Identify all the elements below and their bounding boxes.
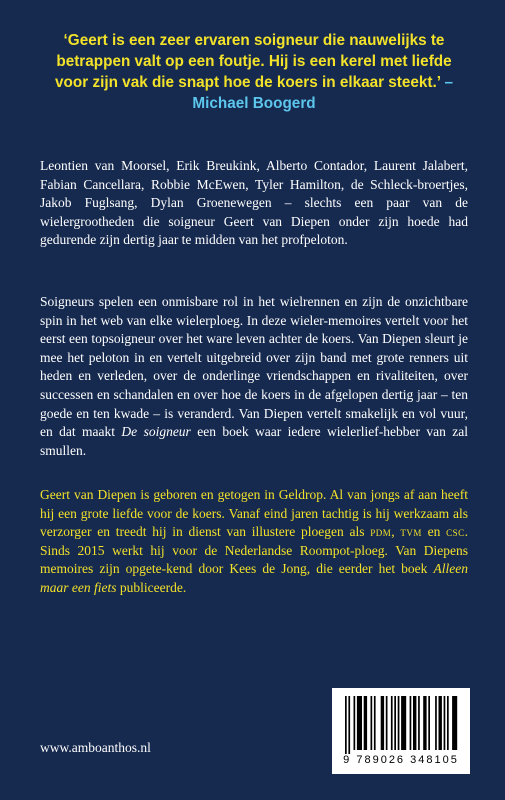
isbn-number: 9 789026 348105 [343,754,459,766]
barcode-bar [439,696,442,750]
barcode-bar [410,696,412,750]
barcode-bar [386,696,388,750]
paragraph-author-bio [40,486,468,598]
earlier-book-title: Alleen maar een fiets [40,561,468,595]
barcode-bar [452,696,457,750]
bio-part-1: Geert van Diepen is geboren en getogen in Geldrop. Al van jongs af aan heeft hij een grote liefde voor de koers. Vanaf eind jaren tachtig is hij werkzaam als verzorger en treedt hij in dienst van illustere ploegen als [40,487,468,540]
bio-sep-1: , [391,524,401,540]
paragraph-description [40,293,468,460]
barcode-bar [447,696,449,750]
barcode-bar [401,696,406,750]
publisher-website[interactable]: www.amboanthos.nl [40,740,151,755]
quote-attribution: – Michael Boogerd [192,74,453,112]
bio-part-3: publiceerde. [116,579,187,595]
barcode [332,688,470,774]
barcode-bar [413,696,416,750]
paragraph-description-end: een boek waar iedere wielerlief-hebber van zal smullen. [40,424,468,458]
barcode-bar [348,696,350,754]
barcode-bar [428,696,430,750]
barcode-bar [354,696,356,750]
paragraph-description-start: Soigneurs spelen een onmisbare rol in het wielrennen en zijn de onzichtbare spin in het web van elke wielerploeg. In deze wieler-memoires vertelt voor het eerst een topsoigneur over het ware leven achter de koers. Van Diepen sleurt je mee het peloton in en vertelt uitgebreid over zijn band met grote renners uit heden en verleden, over de onderlinge vriendschappen en rivaliteiten, over successen en schandalen en over hoe de koers in de afgelopen dertig jaar – ten goede en ten kwade – is veranderd. Van Diepen vertelt smakelijk en vol vuur, en dat maakt [40,294,468,440]
quote-text: ‘Geert is een zeer ervaren soigneur die nauwelijks te betrappen valt op een foutje. Hij is een kerel met liefde voor zijn vak die snapt hoe de koers in elkaar steekt.’ [55,32,452,91]
barcode-bars [341,696,461,754]
team-tvm: tvm [400,524,422,540]
paragraph-riders: Leontien van Moorsel, Erik Breukink, Alberto Contador, Laurent Jalabert, Fabian Cancellara, Robbie McEwen, Tyler Hamilton, de Schleck-broertjes, Jakob Fuglsang, Dylan Groenewegen – slechts een paar van de wielergrootheden die soigneur Geert van Diepen onder zijn hoede had gedurende zijn dertig jaar te midden van het profpeloton. [40,158,468,248]
barcode-bar [357,696,362,750]
barcode-bar [398,696,400,750]
team-csc: csc [446,524,465,540]
barcode-bar [391,696,393,750]
barcode-bar [364,696,367,750]
barcode-bar [381,696,384,750]
bio-sep-2: en [421,524,447,540]
pull-quote [40,30,468,114]
barcode-bar [371,696,373,750]
team-pdm: pdm [370,524,392,540]
barcode-bar [394,696,396,750]
barcode-bar [418,696,420,750]
barcode-bar [374,696,376,750]
barcode-bar [345,696,347,754]
barcode-bar [435,696,437,750]
bio-part-2: . Sinds 2015 werkt hij voor de Nederlandse Roompot-ploeg. Van Diepens memoires zijn opgete-kend door Kees de Jong, die eerder het boek [40,524,469,577]
barcode-bar [444,696,446,750]
book-title: De soigneur [121,424,191,440]
barcode-bar [423,696,426,750]
